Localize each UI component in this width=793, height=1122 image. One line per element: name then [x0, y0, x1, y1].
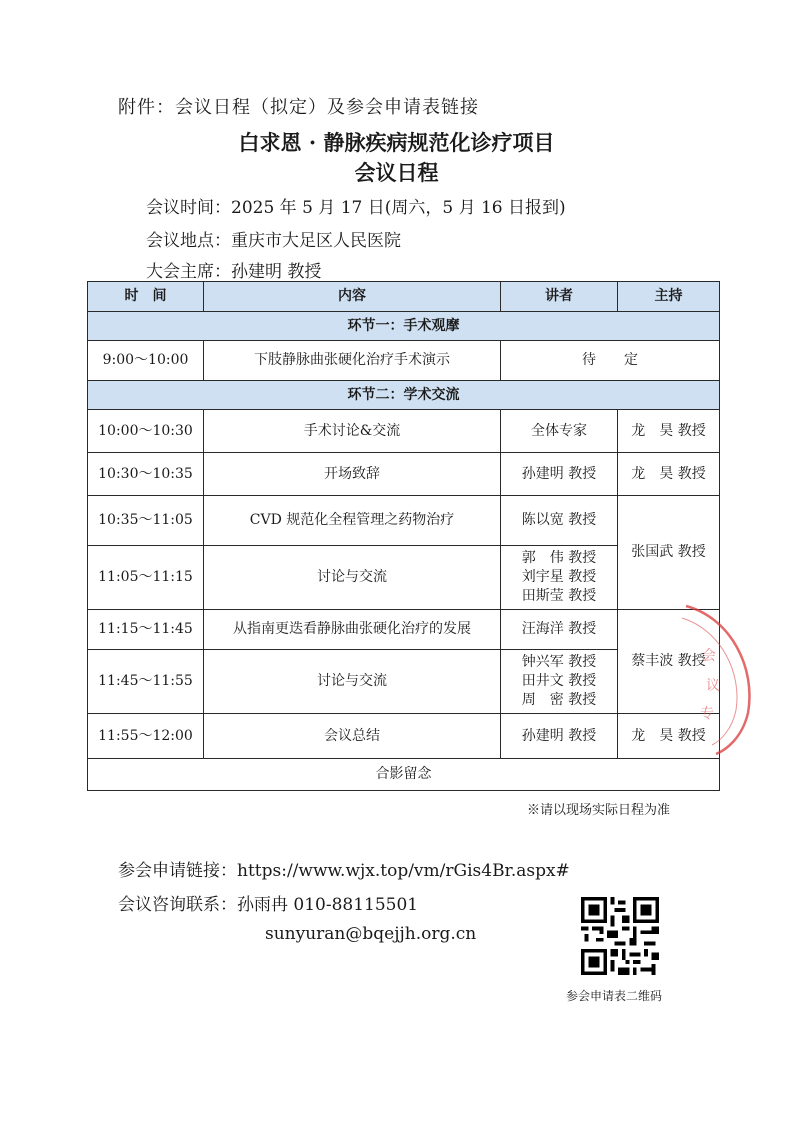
- row-speaker: 孙建明 教授: [501, 714, 618, 759]
- row-content: 会议总结: [204, 714, 501, 759]
- schedule-note: ※请以现场实际日程为准: [527, 803, 671, 818]
- row-time: 10:00～10:30: [88, 410, 204, 453]
- table-row: [88, 610, 720, 650]
- row-speaker: 陈以宽 教授: [501, 496, 618, 546]
- speaker-name: 田斯莹 教授: [521, 588, 597, 604]
- page-title: 白求恩 · 静脉疾病规范化诊疗项目: [238, 130, 555, 155]
- meeting-place: 会议地点：重庆市大足区人民医院: [146, 231, 401, 251]
- row-speakers: [501, 546, 618, 610]
- row-time: 11:55～12:00: [88, 714, 204, 759]
- row-speaker-host: 待 定: [501, 341, 720, 381]
- header-time: 时 间: [88, 282, 204, 312]
- qr-code-icon[interactable]: [581, 897, 659, 975]
- row-time: 11:45～11:55: [88, 650, 204, 714]
- section-1-label: 环节一：手术观摩: [88, 312, 720, 341]
- table-header-row: [88, 282, 720, 312]
- section-row: [88, 312, 720, 341]
- row-host: 蔡丰波 教授: [618, 610, 720, 714]
- table-row: [88, 714, 720, 759]
- row-time: 11:15～11:45: [88, 610, 204, 650]
- header-content: 内容: [204, 282, 501, 312]
- row-host: 龙 昊 教授: [618, 410, 720, 453]
- row-content: 讨论与交流: [204, 546, 501, 610]
- row-content: 下肢静脉曲张硬化治疗手术演示: [204, 341, 501, 381]
- svg-text:议: 议: [706, 678, 720, 694]
- row-content: 讨论与交流: [204, 650, 501, 714]
- table-row: [88, 410, 720, 453]
- attachment-label: 附件：会议日程（拟定）及参会申请表链接: [118, 97, 479, 118]
- contact-info: 会议咨询联系：孙雨冉 010-88115501: [118, 895, 419, 915]
- header-speaker: 讲者: [501, 282, 618, 312]
- table-row: [88, 453, 720, 496]
- table-row: [88, 496, 720, 546]
- speaker-name: 周 密 教授: [521, 692, 597, 708]
- red-seal-stamp: [676, 598, 758, 758]
- row-content: CVD 规范化全程管理之药物治疗: [204, 496, 501, 546]
- row-time: 10:30～10:35: [88, 453, 204, 496]
- speaker-name: 郭 伟 教授: [521, 550, 597, 566]
- svg-text:专: 专: [700, 706, 714, 722]
- contact-email[interactable]: sunyuran@bqejjh.org.cn: [265, 924, 477, 944]
- row-speaker: 全体专家: [501, 410, 618, 453]
- section-row: [88, 381, 720, 410]
- table-footer-row: [88, 759, 720, 791]
- qr-caption: 参会申请表二维码: [566, 989, 663, 1003]
- meeting-chair: 大会主席：孙建明 教授: [146, 262, 322, 282]
- section-2-label: 环节二：学术交流: [88, 381, 720, 410]
- meeting-time: 会议时间：2025 年 5 月 17 日(周六，5 月 16 日报到): [146, 198, 566, 218]
- row-time: 9:00～10:00: [88, 341, 204, 381]
- speaker-name: 田井文 教授: [521, 673, 597, 689]
- row-speaker: 汪海洋 教授: [501, 610, 618, 650]
- table-row: [88, 341, 720, 381]
- row-time: 11:05～11:15: [88, 546, 204, 610]
- svg-text:会: 会: [702, 648, 716, 664]
- row-host: 龙 昊 教授: [618, 453, 720, 496]
- row-time: 10:35～11:05: [88, 496, 204, 546]
- group-photo: 合影留念: [88, 759, 720, 791]
- row-content: 从指南更迭看静脉曲张硬化治疗的发展: [204, 610, 501, 650]
- row-content: 手术讨论&交流: [204, 410, 501, 453]
- header-host: 主持: [618, 282, 720, 312]
- row-host: 张国武 教授: [618, 496, 720, 610]
- register-link[interactable]: 参会申请链接：https://www.wjx.top/vm/rGis4Br.aspx#: [118, 861, 570, 881]
- page-subtitle: 会议日程: [354, 160, 439, 185]
- schedule-table: [87, 281, 720, 791]
- row-content: 开场致辞: [204, 453, 501, 496]
- row-speaker: 孙建明 教授: [501, 453, 618, 496]
- speaker-name: 刘宇星 教授: [521, 569, 597, 585]
- row-speakers: [501, 650, 618, 714]
- row-host: 龙 昊 教授: [618, 714, 720, 759]
- speaker-name: 钟兴军 教授: [521, 654, 597, 670]
